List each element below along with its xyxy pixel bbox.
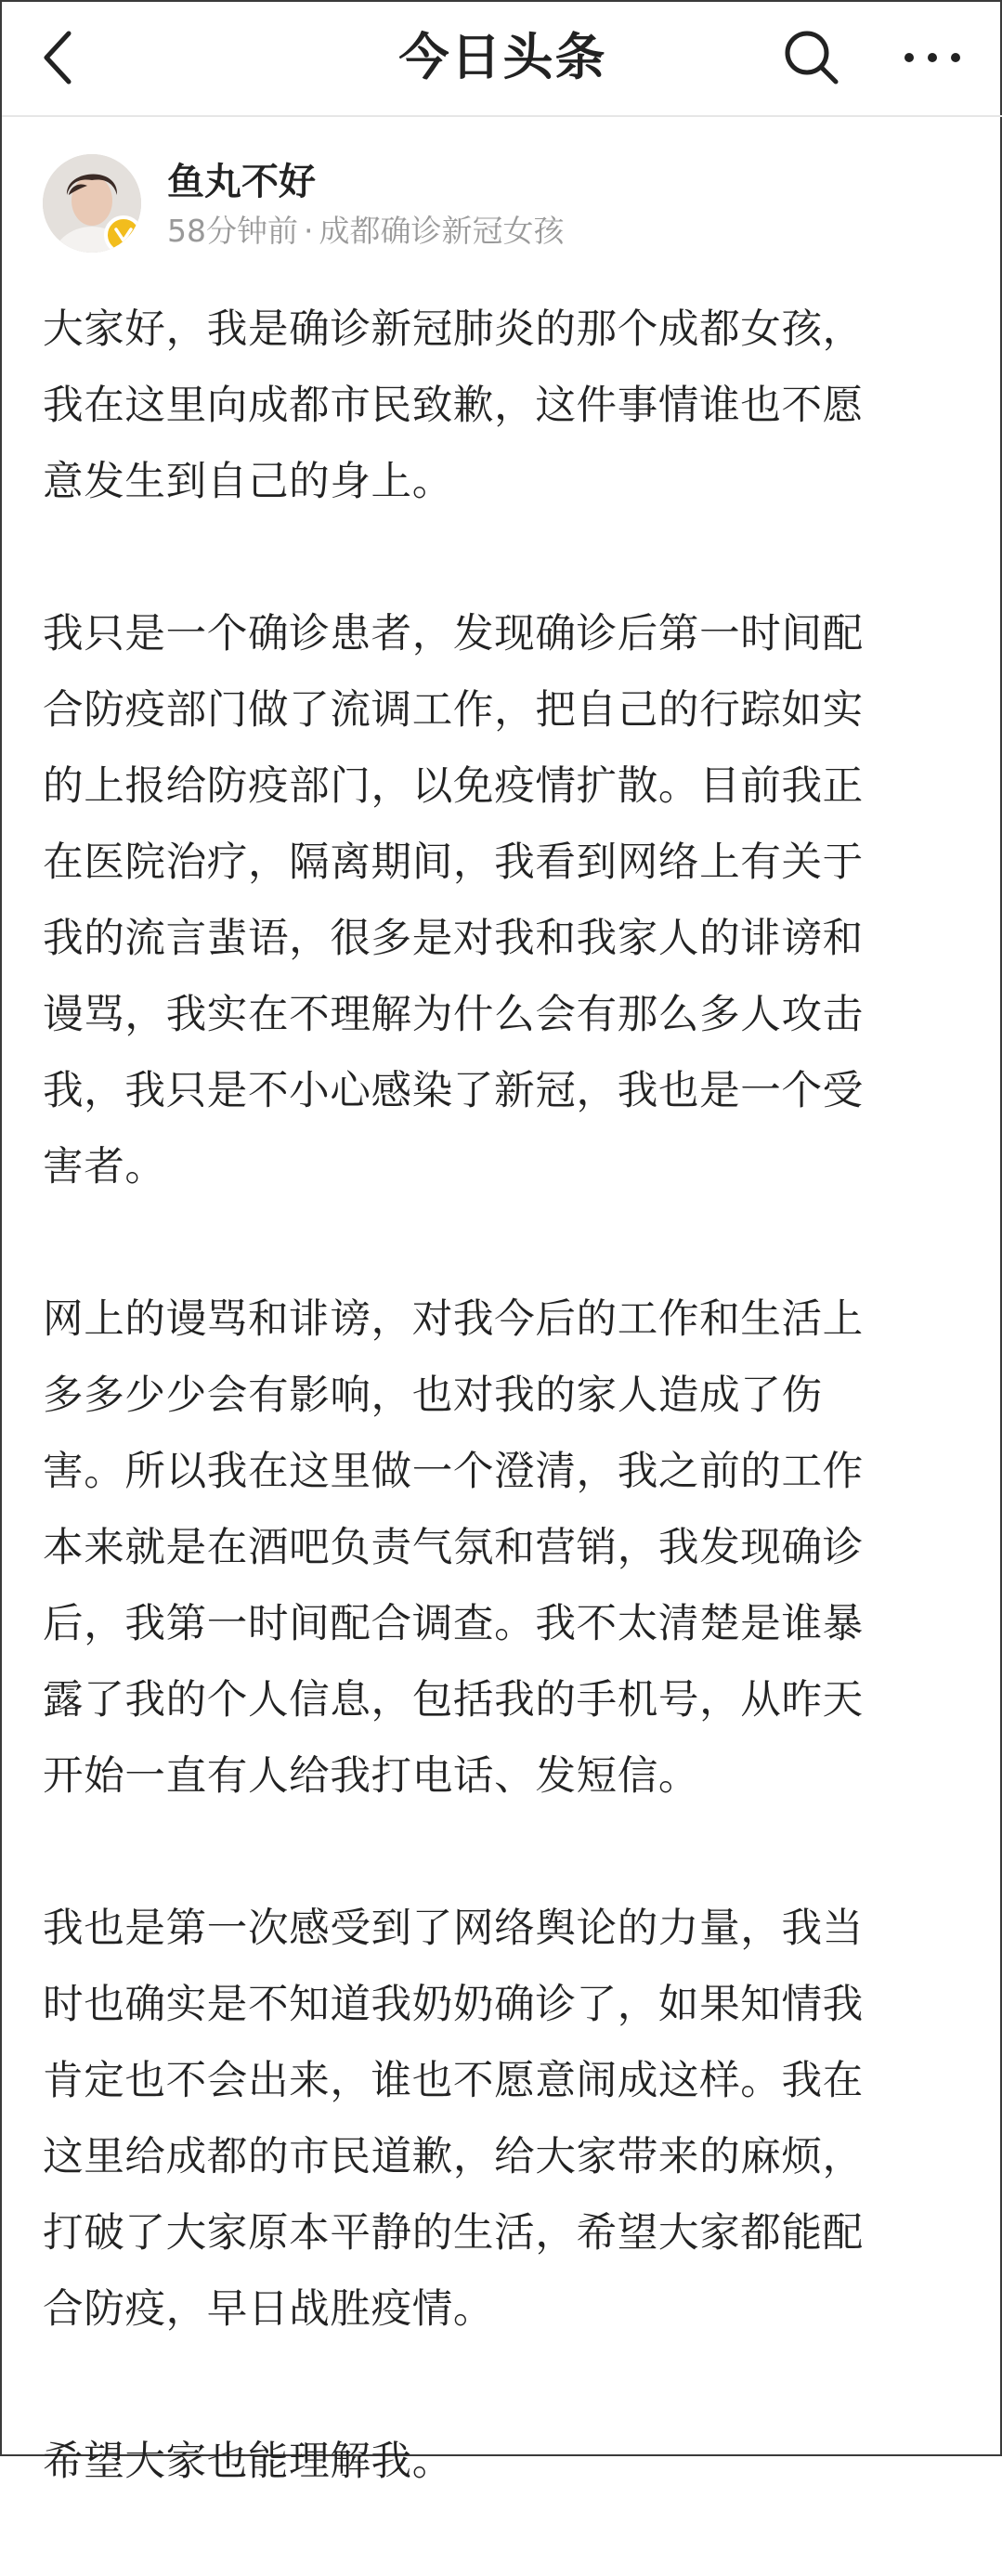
paragraph-line: 谩骂，我实在不理解为什么会有那么多人攻击 bbox=[43, 992, 864, 1038]
paragraph-line: 我的流言蜚语，很多是对我和我家人的诽谤和 bbox=[43, 916, 864, 962]
more-button[interactable] bbox=[895, 24, 969, 91]
paragraph-line: 我也是第一次感受到了网络舆论的力量，我当 bbox=[43, 1906, 864, 1952]
paragraph-line: 网上的谩骂和诽谤，对我今后的工作和生活上 bbox=[43, 1296, 864, 1343]
author-row bbox=[43, 154, 953, 254]
search-button[interactable] bbox=[778, 24, 845, 91]
paragraph-line: 开始一直有人给我打电话、发短信。 bbox=[43, 1753, 700, 1800]
paragraph-line: 的上报给防疫部门，以免疫情扩散。目前我正 bbox=[43, 763, 864, 810]
paragraph-line: 意发生到自己的身上。 bbox=[43, 459, 453, 505]
paragraph-line: 合防疫，早日战胜疫情。 bbox=[43, 2286, 495, 2333]
paragraph-line: 本来就是在酒吧负责气氛和营销，我发现确诊 bbox=[43, 1525, 864, 1571]
paragraph-line: 我在这里向成都市民致歉，这件事情谁也不愿 bbox=[43, 383, 864, 429]
top-nav-bar bbox=[2, 2, 1002, 117]
paragraph-line: 希望大家也能理解我。 bbox=[43, 2439, 453, 2485]
paragraph-line: 害者。 bbox=[43, 1144, 166, 1190]
paragraph-line: 害。所以我在这里做一个澄清，我之前的工作 bbox=[43, 1449, 864, 1495]
paragraph-line: 我，我只是不小心感染了新冠，我也是一个受 bbox=[43, 1068, 864, 1114]
paragraph-line: 在医院治疗，隔离期间，我看到网络上有关于 bbox=[43, 839, 864, 886]
topic-label[interactable]: 成都确诊新冠女孩 bbox=[319, 213, 565, 249]
paragraph-line: 打破了大家原本平静的生活，希望大家都能配 bbox=[43, 2210, 864, 2257]
paragraph-line: 合防疫部门做了流调工作，把自己的行踪如实 bbox=[43, 687, 864, 734]
paragraph-line: 后，我第一时间配合调查。我不太清楚是谁暴 bbox=[43, 1601, 864, 1647]
article-paragraph bbox=[43, 292, 962, 520]
paragraph-line: 多多少少会有影响，也对我的家人造成了伤 bbox=[43, 1373, 823, 1419]
article-paragraph bbox=[43, 1891, 962, 2348]
article-paragraph bbox=[43, 596, 962, 1205]
more-horizontal-icon bbox=[902, 50, 963, 65]
paragraph-line: 肯定也不会出来，谁也不愿意闹成这样。我在 bbox=[43, 2058, 864, 2104]
post-time: 58分钟前 bbox=[167, 213, 298, 249]
paragraph-line: 大家好，我是确诊新冠肺炎的那个成都女孩， bbox=[43, 306, 864, 353]
article-paragraph bbox=[43, 2424, 962, 2500]
author-name[interactable]: 鱼丸不好 bbox=[167, 161, 316, 203]
article-body bbox=[43, 292, 962, 2576]
search-icon bbox=[782, 28, 841, 87]
verified-v-icon bbox=[113, 226, 134, 244]
paragraph-line: 时也确实是不知道我奶奶确诊了，如果知情我 bbox=[43, 1982, 864, 2028]
page-title: 今日头条 bbox=[398, 28, 607, 86]
avatar[interactable] bbox=[43, 154, 141, 253]
verified-badge bbox=[104, 215, 141, 253]
paragraph-line: 这里给成都的市民道歉，给大家带来的麻烦， bbox=[43, 2134, 864, 2180]
article-paragraph bbox=[43, 1281, 962, 1815]
paragraph-line: 我只是一个确诊患者，发现确诊后第一时间配 bbox=[43, 611, 864, 657]
paragraph-line: 露了我的个人信息，包括我的手机号，从昨天 bbox=[43, 1677, 864, 1724]
meta-separator: · bbox=[304, 213, 314, 249]
author-meta bbox=[167, 210, 565, 253]
